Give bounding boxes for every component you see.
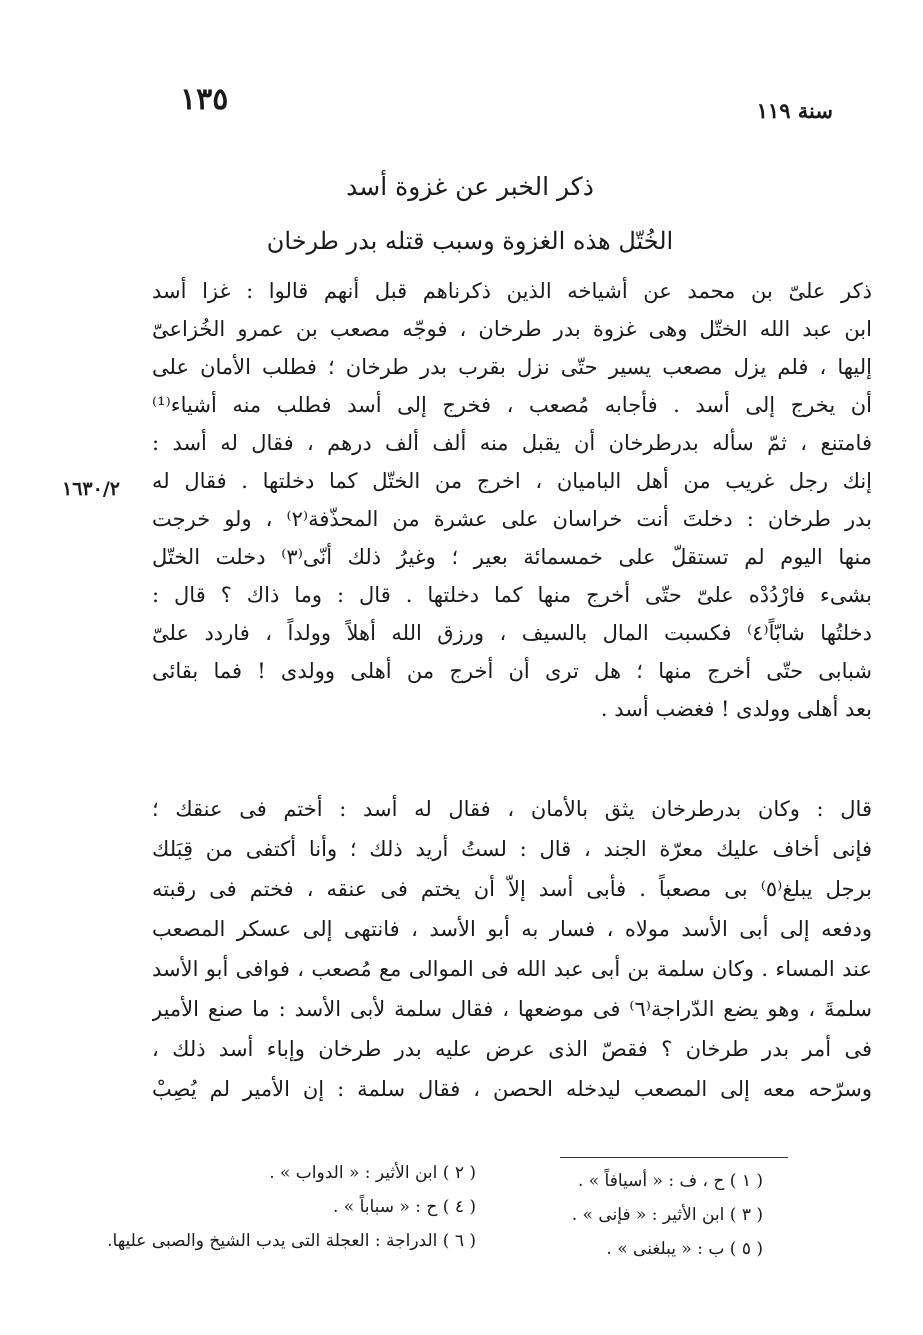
margin-reference: ١٦٣٠/٢ (62, 478, 120, 500)
section-subtitle: الخُتّل هذه الغزوة وسبب قتله بدر طرخان (266, 227, 674, 255)
text-line: إليها ، فلم يزل مصعب يسير حتّى نزل بقرب بدر طرخان ؛ فطلب الأمان على (152, 355, 872, 379)
text-line: وسرّحه معه إلى المصعب ليدخله الحصن ، فقال سلمة : إن الأمير لم يُصِبْ (152, 1077, 872, 1101)
text-line: دخلتُها شابّاً⁽٤⁾ فكسبت المال بالسيف ، ورزق الله أهلاً وولداً ، فاردد علىّ (152, 621, 872, 645)
text-line: إنك رجل غريب من أهل البامیان ، اخرج من الختّل كما دخلتها . فقال له (152, 469, 872, 493)
text-line: ذكر علىّ بن محمد عن أشياخه الذين ذكرناهم قبل أنهم قالوا : غزا أسد (152, 279, 872, 303)
text-line: فى أمر بدر طرخان ؟ فقصّ الذى عرض عليه بدر طرخان وإباء أسد ذلك ، (152, 1037, 872, 1061)
footnote: ( ٥ ) ب : « يبلغنى » . (606, 1239, 763, 1259)
text-line: عند المساء . وكان سلمة بن أبى عبد الله فى الموالى مع مُصعب ، فوافى أبو الأسد (152, 957, 872, 981)
footnote: ( ٤ ) ح : « سباباً » . (332, 1197, 476, 1217)
page-number: ١٣٥ (180, 82, 229, 117)
text-line: بدر طرخان : دخلتَ أنت خراسان على عشرة من المحذّفة⁽٢⁾ ، ولو خرجت (152, 507, 872, 531)
text-line: فإنى أخاف عليك معرّة الجند ، قال : لستُ أريد ذلك ؛ وأنا أكتفى من قِبَلك (152, 837, 872, 861)
text-line: برجل يبلغ⁽٥⁾ بى مصعباً . فأبى أسد إلاّ أن يختم فى عنقه ، فختم فى رقبته (152, 877, 872, 901)
footnote: ( ٣ ) ابن الأثير : « فإنى » . (571, 1205, 763, 1225)
text-line: ابن عبد الله الختّل وهى غزوة بدر طرخان ، فوجّه مصعب بن عمرو الخُزاعىّ (152, 317, 872, 341)
text-line: فامتنع ، ثمّ سأله بدرطرخان أن يقبل منه ألف ألف درهم ، فقال له أسد : (152, 431, 872, 455)
footnote: ( ١ ) ح ، ف : « أسيافاً » . (577, 1171, 763, 1191)
footnote: ( ٦ ) الدراجة : العجلة التى يدب الشيخ والصبى عليها. (107, 1231, 476, 1251)
text-line: شبابى حتّى أخرج منها ؛ هل ترى أن أخرج من أهلى وولدى ! فما بقائى (152, 659, 872, 683)
running-header-year: سنة ١١٩ (756, 98, 833, 123)
footnote-divider (560, 1157, 788, 1158)
text-line: ودفعه إلى أبى الأسد مولاه ، فسار به أبو الأسد ، فانتهى إلى عسكر المصعب (152, 917, 872, 941)
text-line: سلمةَ ، وهو يضع الدّراجة⁽٦⁾ فى موضعها ، فقال سلمة لأبى الأسد : ما صنع الأمير (152, 997, 872, 1021)
text-line: بعد أهلى وولدى ! فغضب أسد . (600, 697, 872, 721)
section-title: ذكر الخبر عن غزوة أسد (346, 172, 594, 201)
footnote: ( ٢ ) ابن الأثير : « الدواب » . (269, 1163, 476, 1183)
text-line: قال : وكان بدرطرخان يثق بالأمان ، فقال له أسد : أختم فى عنقك ؛ (152, 797, 872, 821)
text-line: أن يخرج إلى أسد . فأجابه مُصعب ، فخرج إلى أسد فطلب منه أشياء⁽¹⁾ (152, 393, 872, 417)
text-line: منها اليوم لم تستقلّ على خمسمائة بعير ؛ وغيرُ ذلك أنّى⁽٣⁾ دخلت الختّل (152, 545, 872, 569)
text-line: بشىء فارْدُدْه علىّ حتّى أخرج منها كما دخلتها . قال : وما ذاك ؟ قال : (152, 583, 872, 607)
